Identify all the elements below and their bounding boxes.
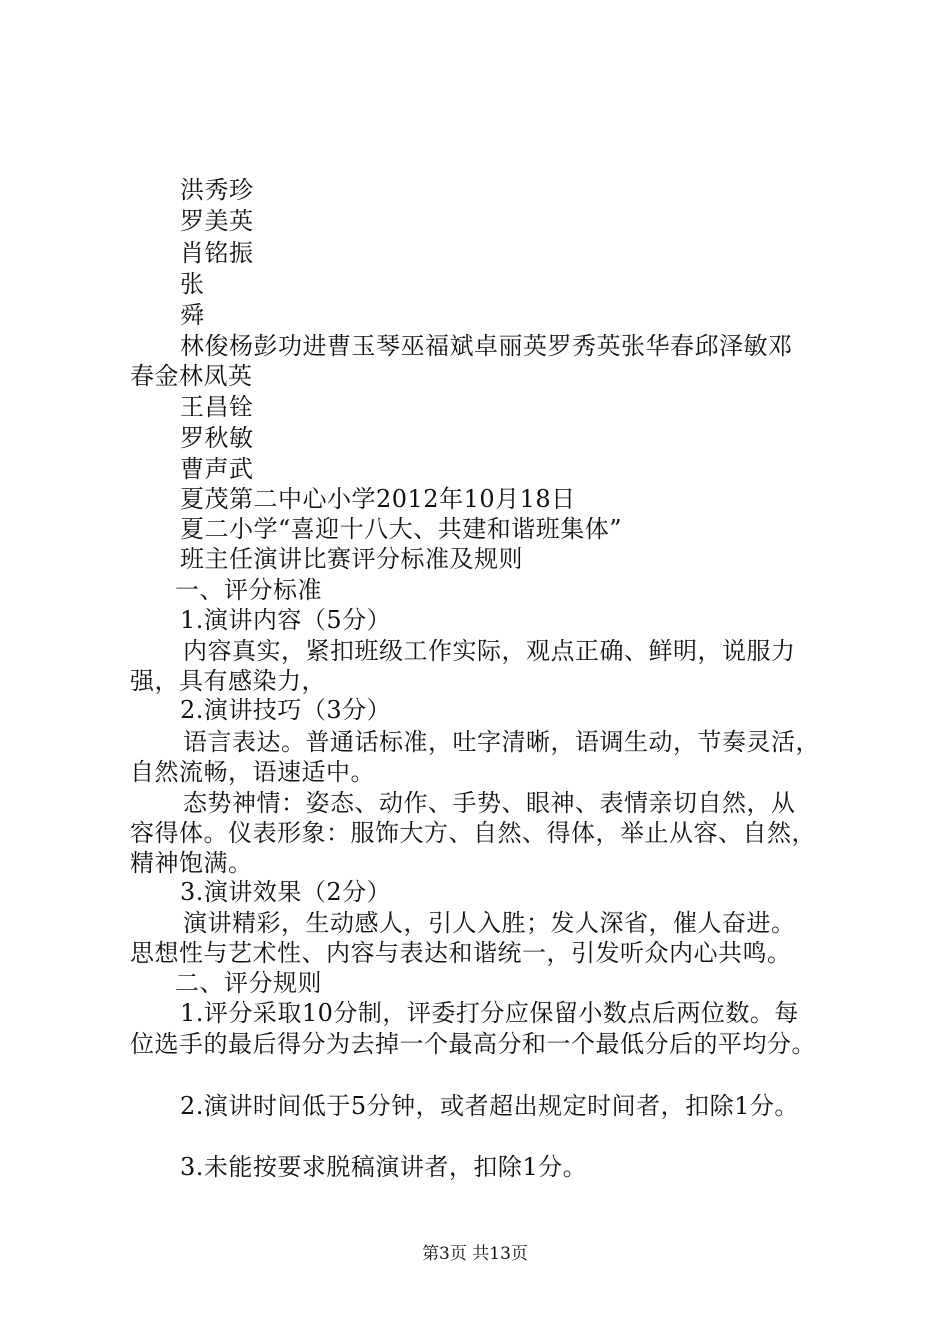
title-line: 班主任演讲比赛评分标准及规则 bbox=[180, 545, 523, 573]
paragraph-line: 内容真实，紧扣班级工作实际，观点正确、鲜明，说服力 bbox=[183, 637, 796, 665]
paragraph-line: 态势神情：姿态、动作、手势、眼神、表情亲切自然，从 bbox=[183, 789, 796, 817]
paragraph-line: 自然流畅，语速适中。 bbox=[130, 758, 375, 786]
name-line: 罗美英 bbox=[180, 207, 254, 235]
date-line: 夏茂第二中心小学2012年10月18日 bbox=[180, 485, 576, 513]
paragraph-line: 容得体。仪表形象：服饰大方、自然、得体，举止从容、自然， bbox=[130, 819, 816, 847]
title-line: 夏二小学“喜迎十八大、共建和谐班集体” bbox=[180, 515, 623, 543]
paragraph-line: 思想性与艺术性、内容与表达和谐统一，引发听众内心共鸣。 bbox=[130, 939, 792, 967]
name-line: 曹声武 bbox=[180, 455, 254, 483]
subsection-heading: 3.演讲效果（2分） bbox=[180, 878, 392, 906]
section-heading: 二、评分规则 bbox=[175, 969, 322, 997]
page-number-footer: 第3页 共13页 bbox=[422, 1244, 528, 1264]
paragraph-line: 精神饱满。 bbox=[130, 849, 253, 877]
name-list-line: 春金林凤英 bbox=[130, 362, 253, 390]
paragraph-line: 语言表达。普通话标准，吐字清晰，语调生动，节奏灵活， bbox=[183, 728, 820, 756]
paragraph-line: 强，具有感染力， bbox=[130, 667, 326, 695]
name-line: 肖铭振 bbox=[180, 239, 254, 267]
name-line: 罗秋敏 bbox=[180, 424, 254, 452]
name-line: 舜 bbox=[180, 301, 205, 329]
section-heading: 一、评分标准 bbox=[175, 576, 322, 604]
subsection-heading: 2.演讲技巧（3分） bbox=[180, 696, 392, 724]
name-line: 张 bbox=[180, 270, 205, 298]
paragraph-line: 3.未能按要求脱稿演讲者，扣除1分。 bbox=[180, 1153, 588, 1181]
paragraph-line: 1.评分采取10分制，评委打分应保留小数点后两位数。每 bbox=[180, 999, 799, 1027]
paragraph-line: 2.演讲时间低于5分钟，或者超出规定时间者，扣除1分。 bbox=[180, 1092, 799, 1120]
paragraph-line: 演讲精彩，生动感人，引人入胜；发人深省，催人奋进。 bbox=[183, 909, 796, 937]
name-line: 洪秀珍 bbox=[180, 176, 254, 204]
name-list-line: 林俊杨彭功进曹玉琴巫福斌卓丽英罗秀英张华春邱泽敏邓 bbox=[180, 332, 793, 360]
name-line: 王昌铨 bbox=[180, 393, 254, 421]
paragraph-line: 位选手的最后得分为去掉一个最高分和一个最低分后的平均分。 bbox=[130, 1030, 816, 1058]
subsection-heading: 1.演讲内容（5分） bbox=[180, 606, 392, 634]
